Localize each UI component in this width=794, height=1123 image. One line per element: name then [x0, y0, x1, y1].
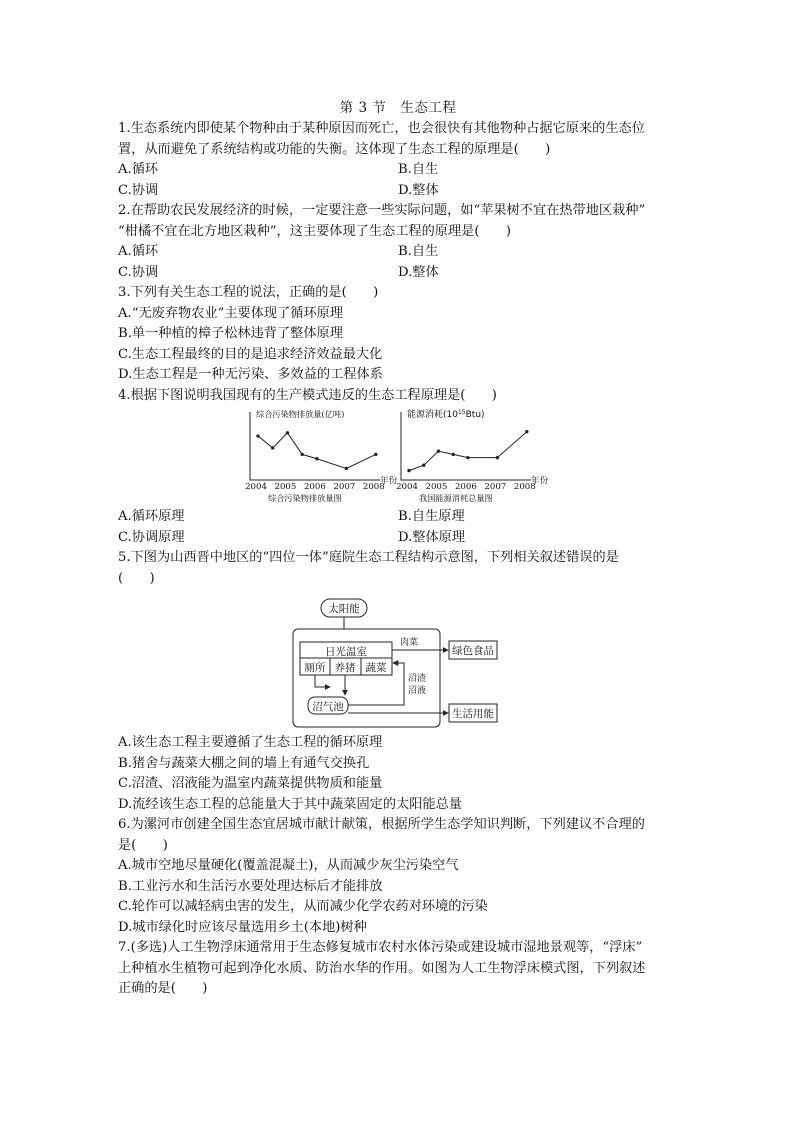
option-c: C.协调原理 — [118, 529, 185, 545]
x-tick-label: 2008 — [513, 482, 536, 492]
chart-axes — [250, 412, 380, 480]
option-b: B.猪舍与蔬菜大棚之间的墙上有通气交换孔 — [118, 755, 370, 771]
pig-label: 养猪 — [334, 662, 356, 674]
energy-chart — [396, 408, 549, 504]
question-stem: 正确的是( ) — [118, 981, 208, 996]
x-tick-label: 2008 — [362, 482, 385, 492]
question-1 — [118, 119, 678, 201]
option-d: D.生态工程是一种无污染、多效益的工程体系 — [118, 367, 383, 382]
x-tick-label: 2006 — [303, 482, 326, 492]
chart-caption: 综合污染物排放量图 — [268, 493, 342, 503]
question-stem: 2.在帮助农民发展经济的时候，一定要注意一些实际问题，如“苹果树不宜在热带地区栽种” — [118, 203, 646, 218]
question-stem: “柑橘不宜在北方地区栽种”，这主要体现了生态工程的原理是( ) — [118, 223, 512, 239]
page-title: 第 3 节 生态工程 — [339, 100, 457, 116]
energy-label: 生活用能 — [452, 708, 494, 720]
question-stem: ( ) — [118, 570, 155, 586]
question-2 — [118, 201, 678, 283]
data-point — [496, 456, 499, 459]
question-stem: 7.(多选)人工生物浮床通常用于生态修复城市农村水体污染或建设城市湿地景观等，“浮床” — [118, 940, 643, 955]
question-stem: 4.根据下图说明我国现有的生产模式违反的生态工程原理是( ) — [118, 387, 497, 403]
option-c: C.轮作可以减轻病虫害的发生，从而减少化学农药对环境的污染 — [118, 899, 488, 914]
option-b: B.单一种植的樟子松林违背了整体原理 — [118, 326, 343, 341]
question-7 — [118, 938, 678, 1000]
option-b: B.工业污水和生活污水要处理达标后才能排放 — [118, 878, 383, 894]
pollution-chart — [245, 408, 398, 504]
question-stem: 是( ) — [118, 837, 168, 853]
question-3 — [118, 283, 678, 386]
residue-label: 沼渣 — [408, 674, 427, 684]
data-point — [374, 453, 377, 456]
option-d: D.城市绿化时应该尽量选用乡土(本地)树种 — [118, 919, 367, 935]
data-point — [300, 453, 303, 456]
option-a: A.该生态工程主要遵循了生态工程的循环原理 — [118, 735, 383, 750]
question-stem: 置，从而避免了系统结构或功能的失衡。这体现了生态工程的原理是( ) — [118, 141, 551, 157]
option-d: D.整体原理 — [398, 529, 466, 545]
chart-ylabel: 综合污染物排放量(亿吨) — [256, 409, 345, 419]
x-axis-label: 年份 — [380, 476, 398, 486]
option-d: D.整体 — [398, 264, 439, 280]
x-tick-label: 2007 — [484, 482, 507, 492]
option-c: C.生态工程最终的目的是追求经济效益最大化 — [118, 346, 383, 362]
question-4 — [118, 386, 678, 549]
veg-label: 蔬菜 — [365, 662, 387, 674]
meat-veg-label: 肉菜 — [400, 638, 419, 648]
x-axis-label: 年份 — [531, 476, 549, 486]
option-b: B.自生 — [398, 162, 439, 177]
pollution-chart-svg — [245, 408, 398, 504]
data-point — [437, 449, 440, 452]
data-point — [525, 430, 528, 433]
data-point — [345, 467, 348, 470]
option-b: B.自生原理 — [398, 509, 465, 524]
question-stem: 6.为漯河市创建全国生态宜居城市献计献策，根据所学生态学知识判断，下列建议不合理的 — [118, 817, 645, 832]
option-c: C.协调 — [118, 264, 159, 280]
green-food-label: 绿色食品 — [452, 645, 494, 657]
data-point — [451, 453, 454, 456]
biogas-label: 沼气池 — [312, 701, 344, 713]
sun-label: 太阳能 — [328, 603, 360, 615]
data-point — [422, 464, 425, 467]
question-stem: 5.下图为山西晋中地区的“四位一体”庭院生态工程结构示意图，下列相关叙述错误的是 — [118, 550, 619, 565]
x-tick-label: 2005 — [425, 482, 448, 492]
data-point — [407, 469, 410, 472]
toilet-label: 厕所 — [304, 662, 326, 674]
question-6 — [118, 815, 678, 938]
series-line — [409, 432, 527, 471]
data-point — [286, 431, 289, 434]
option-d: D.整体 — [398, 182, 439, 198]
residue-liquid-label: 沼液 — [408, 686, 427, 696]
option-c: C.协调 — [118, 182, 159, 198]
x-tick-label: 2007 — [333, 482, 356, 492]
question-stem: 上种植水生植物可起到净化水质、防治水华的作用。如图为人工生物浮床模式图，下列叙述 — [118, 960, 646, 976]
option-c: C.沼渣、沼液能为温室内蔬菜提供物质和能量 — [118, 776, 383, 791]
data-point — [271, 446, 274, 449]
option-a: A.城市空地尽量硬化(覆盖混凝土)，从而减少灰尘污染空气 — [118, 858, 459, 873]
question-stem: 3.下列有关生态工程的说法，正确的是( ) — [118, 285, 379, 300]
data-point — [256, 434, 259, 437]
x-tick-label: 2004 — [245, 482, 267, 492]
question-5 — [118, 548, 678, 815]
option-a: A.循环 — [118, 162, 159, 177]
energy-chart-svg — [396, 408, 549, 504]
data-point — [315, 457, 318, 460]
option-d: D.流经该生态工程的总能量大于其中蔬菜固定的太阳能总量 — [118, 796, 462, 812]
greenhouse-label: 日光温室 — [325, 646, 367, 658]
data-point — [466, 456, 469, 459]
x-tick-label: 2004 — [396, 482, 418, 492]
option-a: A.循环 — [118, 244, 159, 259]
charts-figure — [118, 408, 678, 504]
chart-ylabel: 能源消耗$(10^{15}Btu)$ — [407, 409, 485, 420]
chart-caption: 我国能源消耗总量图 — [419, 493, 493, 503]
series-line — [258, 433, 376, 469]
chart-axes — [401, 412, 531, 480]
x-tick-label: 2005 — [274, 482, 297, 492]
worksheet — [118, 96, 678, 1000]
ecosystem-diagram-svg — [118, 595, 678, 731]
ecosystem-diagram — [118, 595, 678, 731]
question-stem: 1.生态系统内即使某个物种由于某种原因而死亡，也会很快有其他物种占据它原来的生态位 — [118, 121, 645, 136]
option-a: A.“无废弃物农业”主要体现了循环原理 — [118, 305, 344, 321]
x-tick-label: 2006 — [454, 482, 477, 492]
option-a: A.循环原理 — [118, 509, 185, 524]
option-b: B.自生 — [398, 244, 439, 259]
